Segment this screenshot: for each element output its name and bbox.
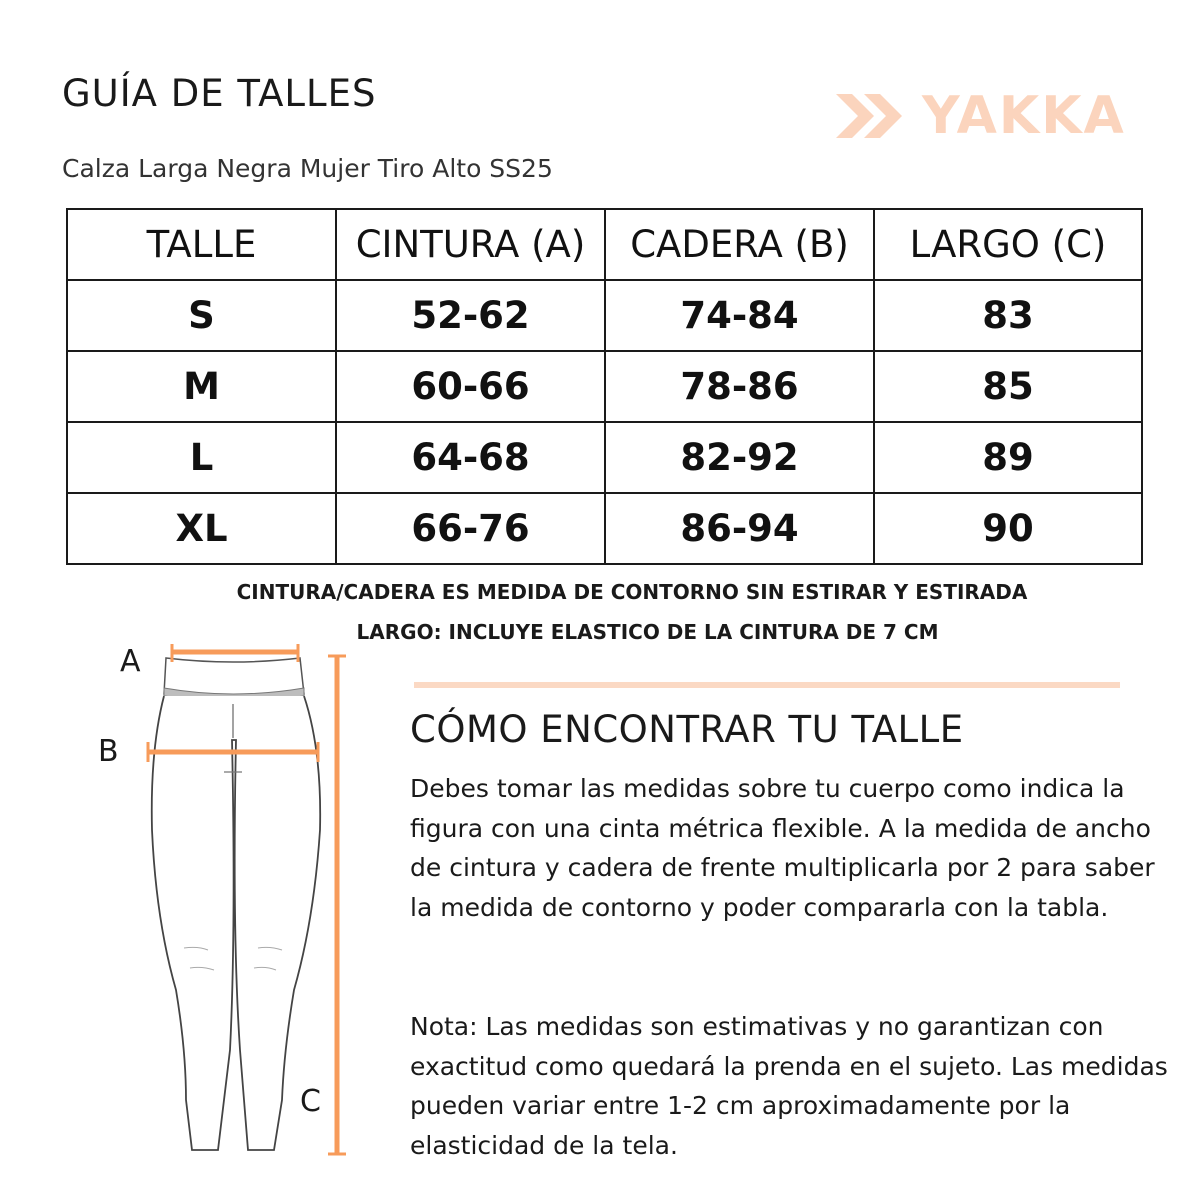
size-table	[66, 208, 1143, 565]
measurement-note-length: LARGO: INCLUYE ELASTICO DE LA CINTURA DE 7 CM	[356, 620, 939, 644]
column-header-cadera: CADERA (B)	[605, 209, 874, 280]
waist-cell: 60-66	[336, 351, 605, 422]
table-row	[67, 280, 1142, 351]
how-to-instructions: Debes tomar las medidas sobre tu cuerpo como indica la figura con una cinta métrica flexible. A la medida de ancho de cintura y cadera de frente multiplicarla por 2 para saber la medida de contorno y poder compararla con la tabla.	[410, 774, 1155, 922]
label-b: B	[98, 734, 119, 769]
brand-name: YAKKA	[922, 86, 1126, 146]
length-cell: 83	[874, 280, 1142, 351]
table-row	[67, 422, 1142, 493]
column-header-talle: TALLE	[67, 209, 336, 280]
hip-cell: 74-84	[605, 280, 874, 351]
table-header-row	[67, 209, 1142, 280]
size-cell: S	[67, 280, 336, 351]
table-row	[67, 493, 1142, 564]
column-header-largo: LARGO (C)	[874, 209, 1142, 280]
leggings-illustration-icon	[90, 630, 370, 1170]
size-cell: XL	[67, 493, 336, 564]
measurement-figure	[90, 630, 370, 1170]
yakka-logo-icon	[836, 94, 912, 138]
length-cell: 90	[874, 493, 1142, 564]
hip-cell: 82-92	[605, 422, 874, 493]
label-a: A	[120, 644, 141, 679]
how-to-note: Nota: Las medidas son estimativas y no garantizan con exactitud como quedará la prenda en el sujeto. Las medidas pueden variar entre 1-2 cm aproximadamente por la elasticidad de la tela.	[410, 1012, 1168, 1160]
waist-cell: 64-68	[336, 422, 605, 493]
section-divider	[414, 682, 1120, 688]
brand-logo	[836, 86, 1136, 146]
label-c: C	[300, 1084, 321, 1119]
length-cell: 85	[874, 351, 1142, 422]
size-cell: L	[67, 422, 336, 493]
waist-cell: 52-62	[336, 280, 605, 351]
size-cell: M	[67, 351, 336, 422]
table-row	[67, 351, 1142, 422]
waist-cell: 66-76	[336, 493, 605, 564]
product-subtitle: Calza Larga Negra Mujer Tiro Alto SS25	[62, 154, 553, 183]
length-cell: 89	[874, 422, 1142, 493]
hip-cell: 86-94	[605, 493, 874, 564]
column-header-cintura: CINTURA (A)	[336, 209, 605, 280]
how-to-title: CÓMO ENCONTRAR TU TALLE	[410, 708, 964, 751]
page-title: GUÍA DE TALLES	[62, 72, 377, 115]
hip-cell: 78-86	[605, 351, 874, 422]
measurement-note-contour: CINTURA/CADERA ES MEDIDA DE CONTORNO SIN ESTIRAR Y ESTIRADA	[236, 580, 1028, 604]
